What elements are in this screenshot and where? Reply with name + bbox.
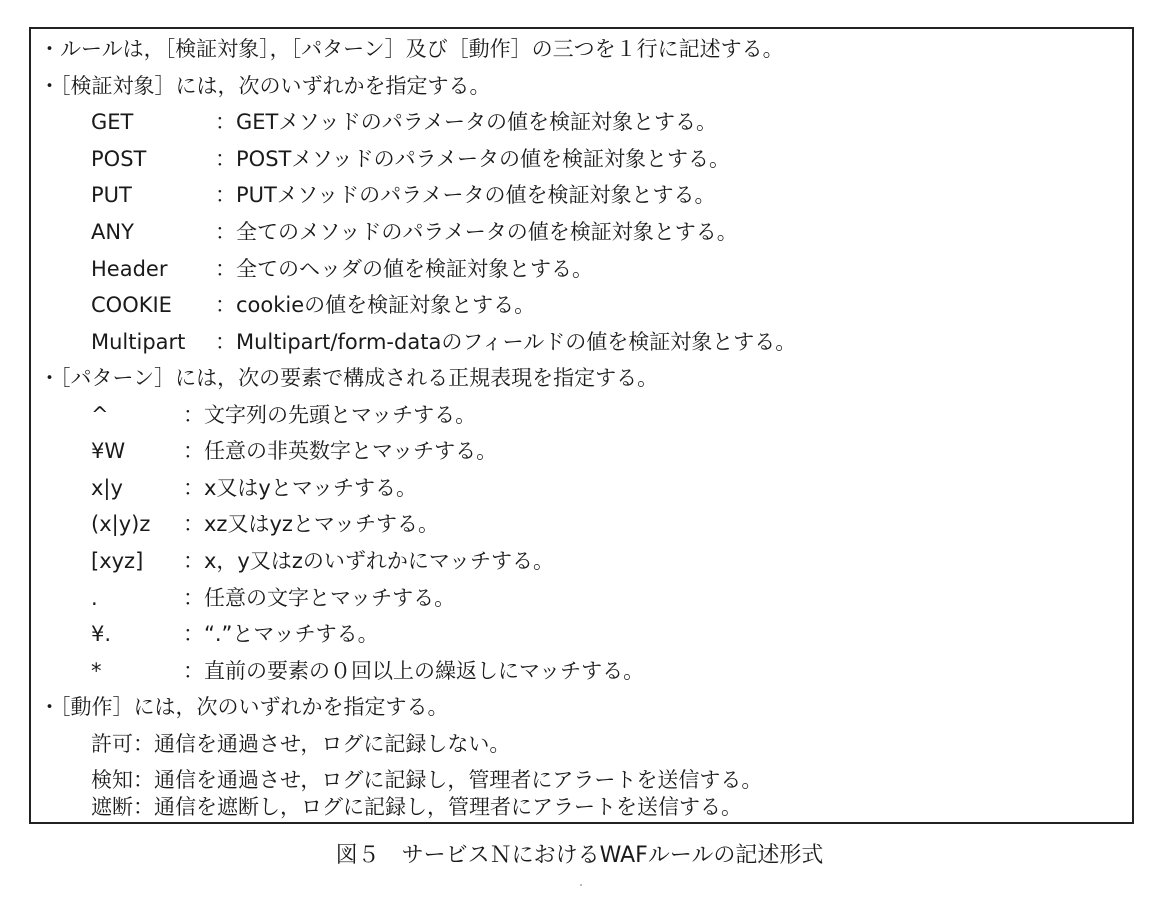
pattern-term: x|y bbox=[91, 476, 123, 500]
actions-heading: ・［動作］には，次のいずれかを指定する。 bbox=[39, 695, 449, 719]
target-desc: ：全てのヘッダの値を検証対象とする。 bbox=[215, 257, 593, 281]
action-desc: ：通信を通過させ，ログに記録し，管理者にアラートを送信する。 bbox=[133, 768, 763, 792]
action-item bbox=[91, 789, 742, 826]
pattern-desc: ：文字列の先頭とマッチする。 bbox=[183, 403, 477, 427]
action-term: 遮断 bbox=[91, 795, 133, 819]
action-item bbox=[91, 726, 510, 763]
pattern-term: [xyz] bbox=[91, 549, 144, 573]
target-desc: ：全てのメソッドのパラメータの値を検証対象とする。 bbox=[215, 220, 738, 244]
rule-format-box bbox=[29, 27, 1134, 824]
pattern-item bbox=[91, 580, 455, 617]
target-term: COOKIE bbox=[91, 293, 172, 317]
pattern-desc: ：x又はyとマッチする。 bbox=[183, 476, 418, 500]
rule-intro: ・ルールは，［検証対象］，［パターン］及び［動作］の三つを１行に記述する。 bbox=[39, 37, 784, 61]
target-item bbox=[91, 214, 738, 251]
pattern-term: . bbox=[91, 586, 98, 610]
pattern-term: * bbox=[91, 659, 102, 683]
pattern-item bbox=[91, 653, 644, 690]
pattern-item bbox=[91, 433, 497, 470]
target-desc: ：GETメソッドのパラメータの値を検証対象とする。 bbox=[215, 110, 718, 134]
pattern-item bbox=[91, 616, 379, 653]
targets-heading: ・［検証対象］には，次のいずれかを指定する。 bbox=[39, 74, 491, 98]
pattern-desc: ：x，y又はzのいずれかにマッチする。 bbox=[183, 549, 555, 573]
action-term: 検知 bbox=[91, 768, 133, 792]
target-term: PUT bbox=[91, 183, 132, 207]
pattern-item bbox=[91, 543, 554, 580]
target-term: GET bbox=[91, 110, 134, 134]
target-desc: ：PUTメソッドのパラメータの値を検証対象とする。 bbox=[215, 183, 716, 207]
target-item bbox=[91, 287, 535, 324]
action-desc: ：通信を遮断し，ログに記録し，管理者にアラートを送信する。 bbox=[133, 795, 742, 819]
scan-speck bbox=[580, 884, 582, 886]
target-term: ANY bbox=[91, 220, 134, 244]
pattern-desc: ：任意の非英数字とマッチする。 bbox=[183, 439, 498, 463]
pattern-item bbox=[91, 506, 439, 543]
pattern-desc: ：直前の要素の０回以上の繰返しにマッチする。 bbox=[183, 659, 645, 683]
pattern-desc: ：任意の文字とマッチする。 bbox=[183, 586, 456, 610]
target-term: Multipart bbox=[91, 330, 186, 354]
target-item bbox=[91, 324, 796, 361]
pattern-term: ¥. bbox=[91, 622, 112, 646]
pattern-desc: ：xz又はyzとマッチする。 bbox=[183, 512, 440, 536]
target-item bbox=[91, 177, 716, 214]
pattern-item bbox=[91, 470, 417, 507]
target-term: POST bbox=[91, 147, 147, 171]
pattern-item bbox=[91, 397, 476, 434]
pattern-term: ¥W bbox=[91, 439, 126, 463]
pattern-term: (x|y)z bbox=[91, 512, 151, 536]
action-desc: ：通信を通過させ，ログに記録しない。 bbox=[133, 732, 511, 756]
target-term: Header bbox=[91, 257, 168, 281]
target-desc: ：POSTメソッドのパラメータの値を検証対象とする。 bbox=[215, 147, 731, 171]
target-item bbox=[91, 141, 730, 178]
pattern-term: ^ bbox=[91, 403, 109, 427]
figure-caption: 図５ サービスＮにおけるWAFルールの記述形式 bbox=[335, 843, 824, 868]
target-desc: ：Multipart/form-dataのフィールドの値を検証対象とする。 bbox=[215, 330, 797, 354]
target-item bbox=[91, 251, 593, 288]
target-desc: ：cookieの値を検証対象とする。 bbox=[215, 293, 536, 317]
target-item bbox=[91, 104, 717, 141]
action-term: 許可 bbox=[91, 732, 133, 756]
patterns-heading: ・［パターン］には，次の要素で構成される正規表現を指定する。 bbox=[39, 366, 659, 390]
pattern-desc: ：“.”とマッチする。 bbox=[183, 622, 379, 646]
